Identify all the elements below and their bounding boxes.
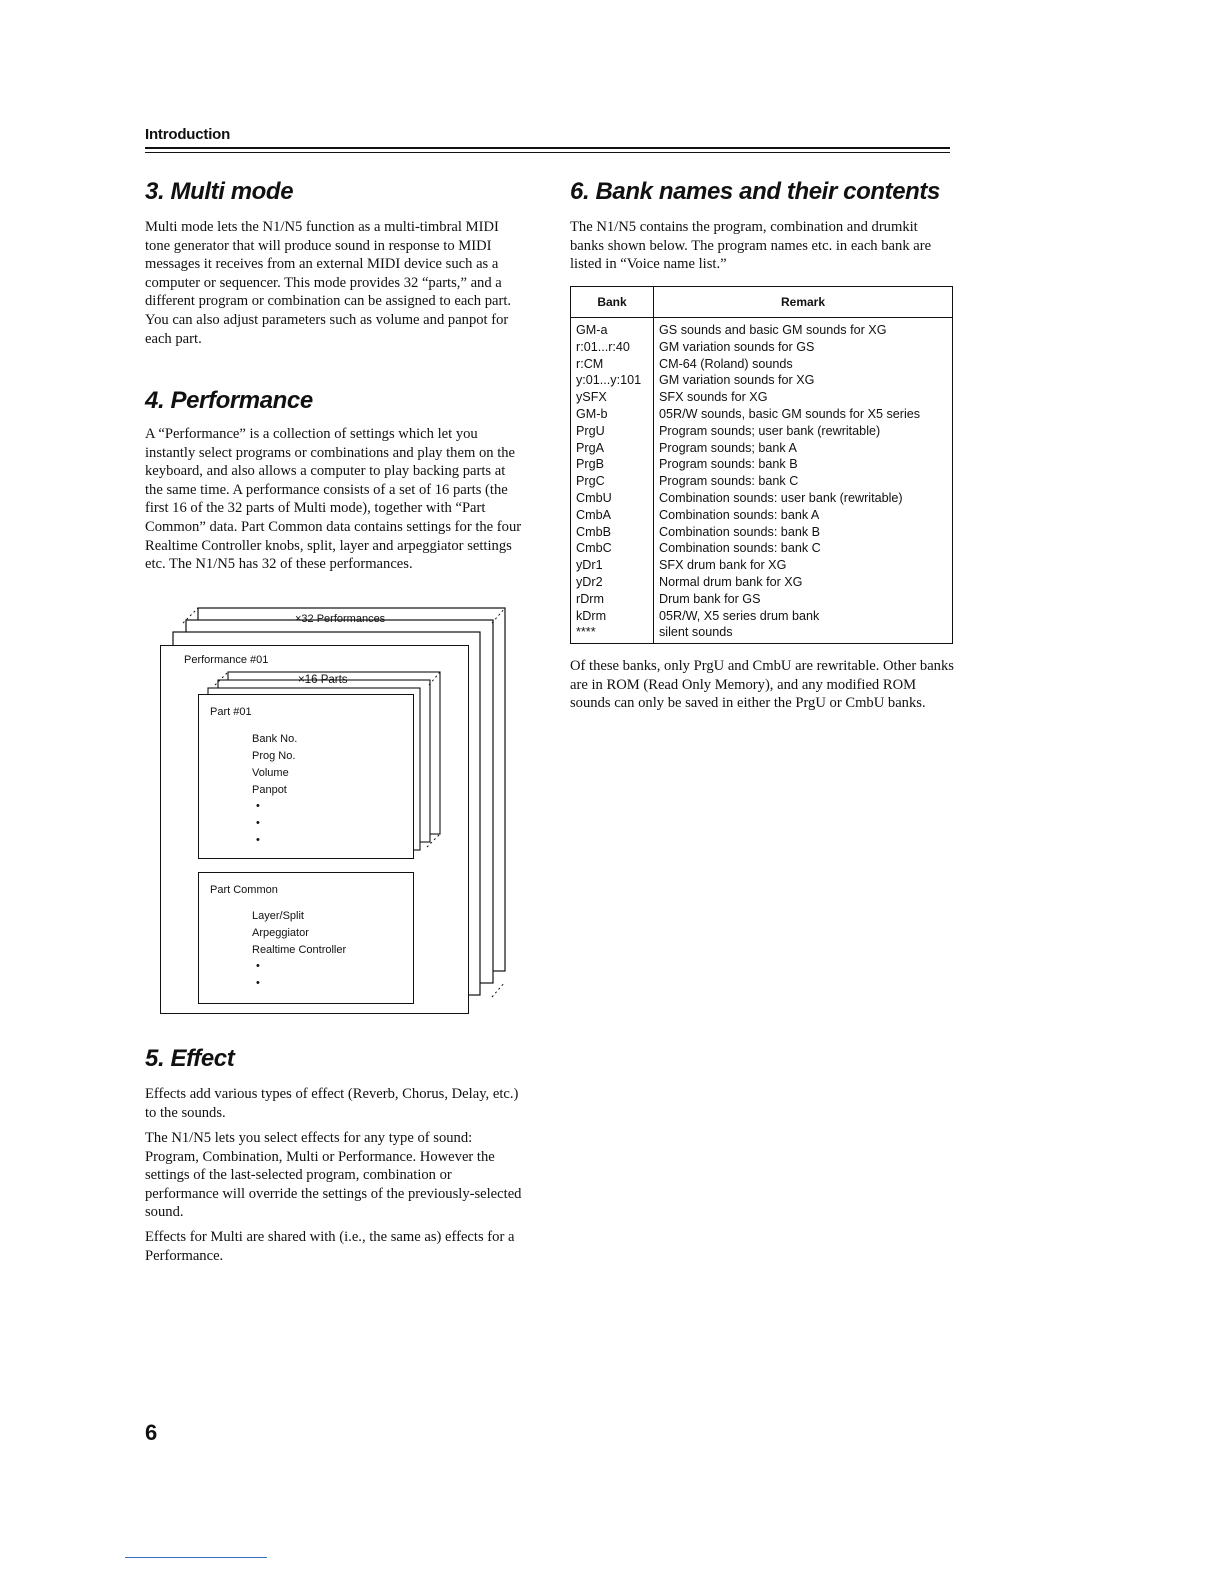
table-row	[571, 490, 953, 507]
table-row	[571, 372, 953, 389]
part-bullet-2: •	[256, 817, 260, 829]
bank-cell: yDr1	[571, 557, 654, 574]
part-label: Part #01	[210, 706, 252, 718]
banks-title: 6. Bank names and their contents	[570, 178, 940, 205]
effect-title: 5. Effect	[145, 1045, 235, 1072]
performance-text: A “Performance” is a collection of settings which let you instantly select programs or combinations and play them on the keyboard, and also allows a computer to play backing parts at the same time. A performance consists of a set of 16 parts (the first 16 of the 32 parts of Multi mode), together with “Part Common” data. Part Common data contains settings for the four Realtime Controller knobs, split, layer and arpeggiator settings etc. The N1/N5 has 32 of these performances.	[145, 426, 522, 573]
table-row	[571, 574, 953, 591]
table-row	[571, 440, 953, 457]
bank-cell: r:01...r:40	[571, 339, 654, 356]
table-row	[571, 406, 953, 423]
bank-table	[570, 286, 953, 644]
table-row	[571, 524, 953, 541]
bank-cell: y:01...y:101	[571, 372, 654, 389]
table-row	[571, 389, 953, 406]
remark-cell: Normal drum bank for XG	[654, 574, 953, 591]
banks-outro: Of these banks, only PrgU and CmbU are rewritable. Other banks are in ROM (Read Only Memory), and any modified ROM sounds can only be saved in either the PrgU or CmbU banks.	[570, 658, 954, 712]
table-row	[571, 356, 953, 373]
table-row	[571, 507, 953, 524]
part-common-label: Part Common	[210, 884, 278, 896]
banks-intro: The N1/N5 contains the program, combination and drumkit banks shown below. The program names etc. in each bank are listed in “Voice name list.”	[570, 219, 932, 273]
remark-cell: GM variation sounds for GS	[654, 339, 953, 356]
remark-cell: silent sounds	[654, 624, 953, 643]
bank-cell: PrgB	[571, 456, 654, 473]
bank-cell: CmbU	[571, 490, 654, 507]
bank-cell: PrgC	[571, 473, 654, 490]
effect-paragraph-1: Effects add various types of effect (Reverb, Chorus, Delay, etc.) to the sounds.	[145, 1086, 519, 1121]
bank-cell: yDr2	[571, 574, 654, 591]
remark-cell: Combination sounds: user bank (rewritable)	[654, 490, 953, 507]
remark-column-header: Remark	[654, 287, 953, 318]
remark-cell: Program sounds; bank A	[654, 440, 953, 457]
remark-cell: Program sounds: bank B	[654, 456, 953, 473]
remark-cell: Combination sounds: bank C	[654, 540, 953, 557]
common-item-arpeggiator: Arpeggiator	[252, 927, 309, 939]
bank-cell: CmbC	[571, 540, 654, 557]
bank-cell: CmbA	[571, 507, 654, 524]
effect-paragraph-3: Effects for Multi are shared with (i.e., the same as) effects for a Performance.	[145, 1229, 515, 1264]
bank-cell: rDrm	[571, 591, 654, 608]
bank-cell: CmbB	[571, 524, 654, 541]
remark-cell: Combination sounds: bank A	[654, 507, 953, 524]
table-row	[571, 624, 953, 643]
table-row	[571, 557, 953, 574]
header-rule	[145, 147, 950, 149]
bank-cell: GM-a	[571, 318, 654, 339]
remark-cell: 05R/W sounds, basic GM sounds for X5 series	[654, 406, 953, 423]
part-item-bank-no: Bank No.	[252, 733, 298, 745]
part-box	[198, 694, 414, 859]
performance-title: 4. Performance	[145, 387, 313, 414]
remark-cell: CM-64 (Roland) sounds	[654, 356, 953, 373]
bank-cell: ySFX	[571, 389, 654, 406]
remark-cell: GS sounds and basic GM sounds for XG	[654, 318, 953, 339]
bank-column-header: Bank	[571, 287, 654, 318]
remark-cell: SFX sounds for XG	[654, 389, 953, 406]
header-rule-thin	[145, 152, 950, 153]
common-bullet-1: •	[256, 960, 260, 972]
remark-cell: SFX drum bank for XG	[654, 557, 953, 574]
part-item-prog-no: Prog No.	[252, 750, 296, 762]
table-row	[571, 473, 953, 490]
table-row	[571, 591, 953, 608]
remark-cell: Program sounds; user bank (rewritable)	[654, 423, 953, 440]
bank-table-body	[571, 318, 953, 644]
table-row	[571, 339, 953, 356]
table-row	[571, 540, 953, 557]
remark-cell: GM variation sounds for XG	[654, 372, 953, 389]
bank-table-wrapper	[570, 286, 953, 644]
part-item-panpot: Panpot	[252, 784, 287, 796]
bank-cell: r:CM	[571, 356, 654, 373]
bank-cell: kDrm	[571, 608, 654, 625]
remark-cell: 05R/W, X5 series drum bank	[654, 608, 953, 625]
running-head: Introduction	[145, 126, 231, 143]
remark-cell: Combination sounds: bank B	[654, 524, 953, 541]
performances-count-label: ×32 Performances	[295, 613, 386, 625]
common-item-realtime-controller: Realtime Controller	[252, 944, 347, 956]
effect-paragraph-2: The N1/N5 lets you select effects for any type of sound: Program, Combination, Multi or Performance. However the settings of the last-selected program, combination or performance will override the settings of the previously-selected sound.	[145, 1130, 522, 1221]
multi-mode-text: Multi mode lets the N1/N5 function as a multi-timbral MIDI tone generator that will produce sound in response to MIDI messages it receives from an external MIDI device such as a computer or sequencer. This mode provides 32 “parts,” and a different program or combination can be assigned to each part. You can also adjust parameters such as volume and panpot for each part.	[145, 219, 512, 347]
parts-count-label: ×16 Parts	[298, 674, 348, 686]
performance-diagram	[155, 605, 515, 1025]
footer-divider	[125, 1557, 267, 1558]
multi-mode-title: 3. Multi mode	[145, 178, 294, 205]
bank-table-header-row	[571, 287, 953, 318]
bank-cell: PrgU	[571, 423, 654, 440]
part-bullet-3: •	[256, 834, 260, 846]
common-item-layer-split: Layer/Split	[252, 910, 304, 922]
table-row	[571, 318, 953, 339]
bank-cell: GM-b	[571, 406, 654, 423]
table-row	[571, 608, 953, 625]
table-row	[571, 456, 953, 473]
bank-cell: ****	[571, 624, 654, 643]
remark-cell: Drum bank for GS	[654, 591, 953, 608]
part-bullet-1: •	[256, 800, 260, 812]
performance-label: Performance #01	[184, 654, 269, 666]
page-number: 6	[145, 1420, 158, 1445]
bank-cell: PrgA	[571, 440, 654, 457]
common-bullet-2: •	[256, 977, 260, 989]
remark-cell: Program sounds: bank C	[654, 473, 953, 490]
table-row	[571, 423, 953, 440]
part-item-volume: Volume	[252, 767, 289, 779]
